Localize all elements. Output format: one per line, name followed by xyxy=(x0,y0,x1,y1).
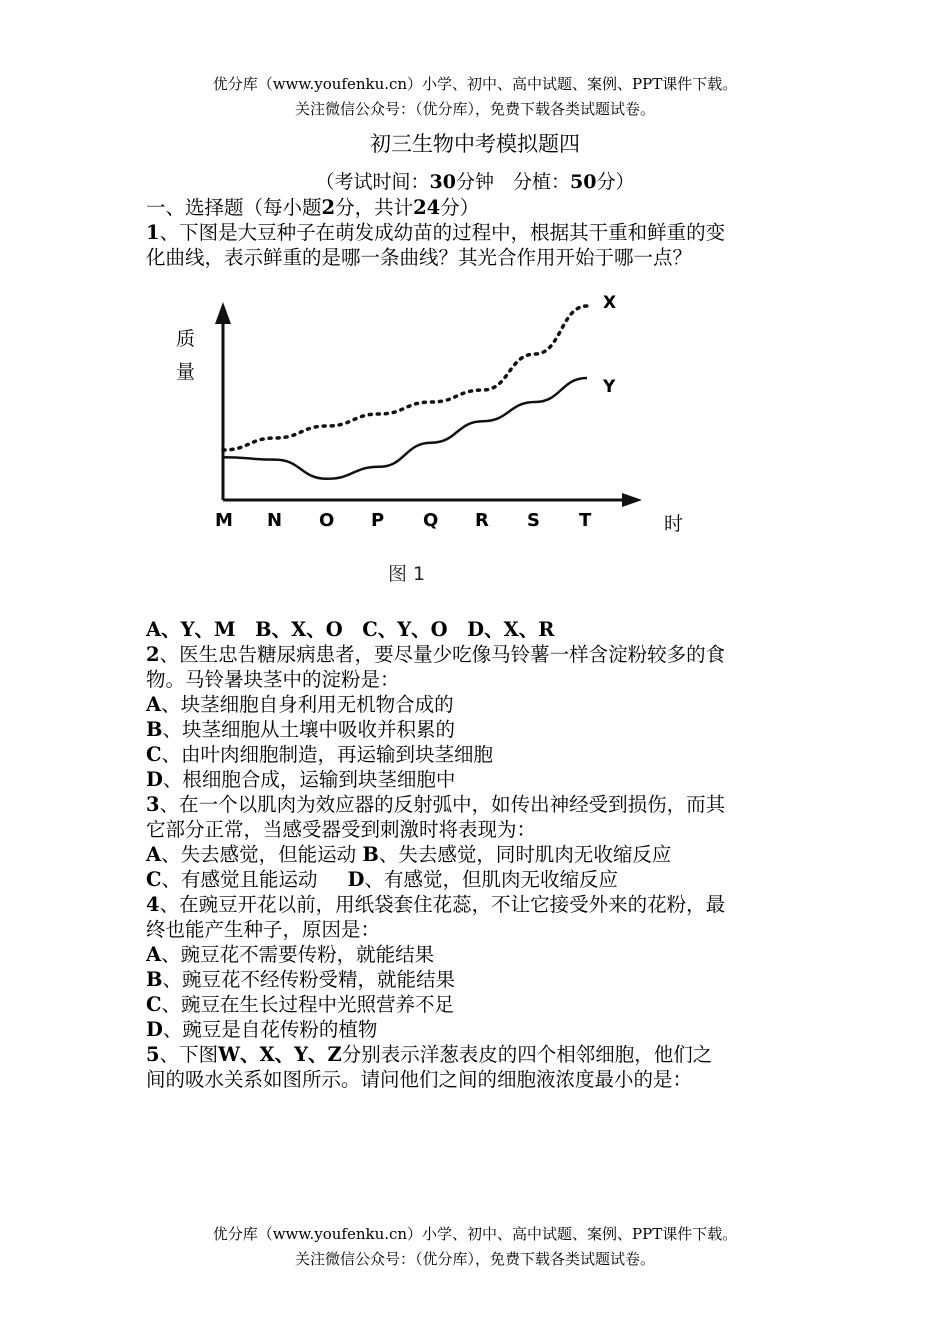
question-3-line-1: 3、在一个以肌肉为效应器的反射弧中，如传出神经受到损伤，而其 xyxy=(146,793,726,816)
question-5-line-2: 间的吸水关系如图所示。请问他们之间的细胞液浓度最小的是： xyxy=(146,1068,693,1091)
question-4-option-c: C、豌豆在生长过程中光照营养不足 xyxy=(146,993,455,1016)
x-tick-label-M: M xyxy=(215,510,233,531)
question-2-line-1: 2、医生忠告糖尿病患者，要尽量少吃像马铃薯一样含淀粉较多的食 xyxy=(146,643,726,666)
chart-ylabel-1: 质 xyxy=(176,328,196,350)
series-Y-label: Y xyxy=(603,377,616,397)
x-tick-label-S: S xyxy=(527,510,540,531)
chart-ylabel-2: 量 xyxy=(176,361,196,383)
question-2-option-c: C、由叶肉细胞制造，再运输到块茎细胞 xyxy=(146,743,494,766)
series-Y-line xyxy=(223,378,587,479)
question-1-options: A、Y、M B、X、O C、Y、O D、X、R xyxy=(146,618,555,641)
header-line-2: 关注微信公众号：（优分库），免费下载各类试题试卷。 xyxy=(294,100,655,118)
x-tick-label-O: O xyxy=(319,510,335,531)
x-tick-label-N: N xyxy=(267,510,283,531)
chart-title: 图 1 xyxy=(388,563,426,585)
section-heading: 一、选择题（每小题2分，共计24分） xyxy=(146,196,480,219)
footer-line-1: 优分库（www.youfenku.cn）小学、初中、高中试题、案例、PPT课件下载。 xyxy=(212,1225,738,1243)
question-3-line-2: 它部分正常，当感受器受到刺激时将表现为： xyxy=(146,818,537,841)
question-1-line-1: 1、下图是大豆种子在萌发成幼苗的过程中，根据其干重和鲜重的变 xyxy=(146,221,726,244)
x-tick-label-P: P xyxy=(371,510,385,531)
question-3-options-row-1: A、失去感觉，但能运动 B、失去感觉，同时肌肉无收缩反应 xyxy=(146,843,672,866)
question-2-option-a: A、块茎细胞自身利用无机物合成的 xyxy=(146,693,454,716)
x-tick-label-T: T xyxy=(579,510,592,531)
question-3-options-row-2: C、有感觉且能运动 D、有感觉，但肌肉无收缩反应 xyxy=(146,868,618,891)
question-2-line-2: 物。马铃暑块茎中的淀粉是： xyxy=(146,668,400,691)
question-4-option-d: D、豌豆是自花传粉的植物 xyxy=(146,1018,378,1041)
chart-xlabel: 时 xyxy=(664,513,684,535)
header-line-1: 优分库（www.youfenku.cn）小学、初中、高中试题、案例、PPT课件下载。 xyxy=(212,75,738,93)
question-1-line-2: 化曲线，表示鲜重的是哪一条曲线？其光合作用开始于哪一点？ xyxy=(146,246,693,269)
series-X-line xyxy=(223,306,587,450)
x-tick-label-Q: Q xyxy=(423,510,439,531)
x-axis-arrow-icon xyxy=(622,493,642,507)
question-4-option-a: A、豌豆花不需要传粉，就能结果 xyxy=(146,943,435,966)
x-tick-label-R: R xyxy=(475,510,489,531)
question-2-option-b: B、块茎细胞从土壤中吸收并积累的 xyxy=(146,718,455,741)
question-4-line-2: 终也能产生种子，原因是： xyxy=(146,918,381,941)
footer-line-2: 关注微信公众号：（优分库），免费下载各类试题试卷。 xyxy=(294,1250,655,1268)
question-4-line-1: 4、在豌豆开花以前，用纸袋套住花蕊，不让它接受外来的花粉，最 xyxy=(146,893,726,916)
question-2-option-d: D、根细胞合成，运输到块茎细胞中 xyxy=(146,768,456,791)
question-5-line-1: 5、下图W、X、Y、Z分别表示洋葱表皮的四个相邻细胞，他们之 xyxy=(146,1043,713,1066)
exam-info: （考试时间：30分钟 分植：50分） xyxy=(315,171,635,193)
mass-time-chart xyxy=(146,290,776,610)
question-4-option-b: B、豌豆花不经传粉受精，就能结果 xyxy=(146,968,455,991)
page-title: 初三生物中考模拟题四 xyxy=(370,132,580,156)
y-axis-arrow-icon xyxy=(215,302,231,324)
series-X-label: X xyxy=(603,293,617,313)
